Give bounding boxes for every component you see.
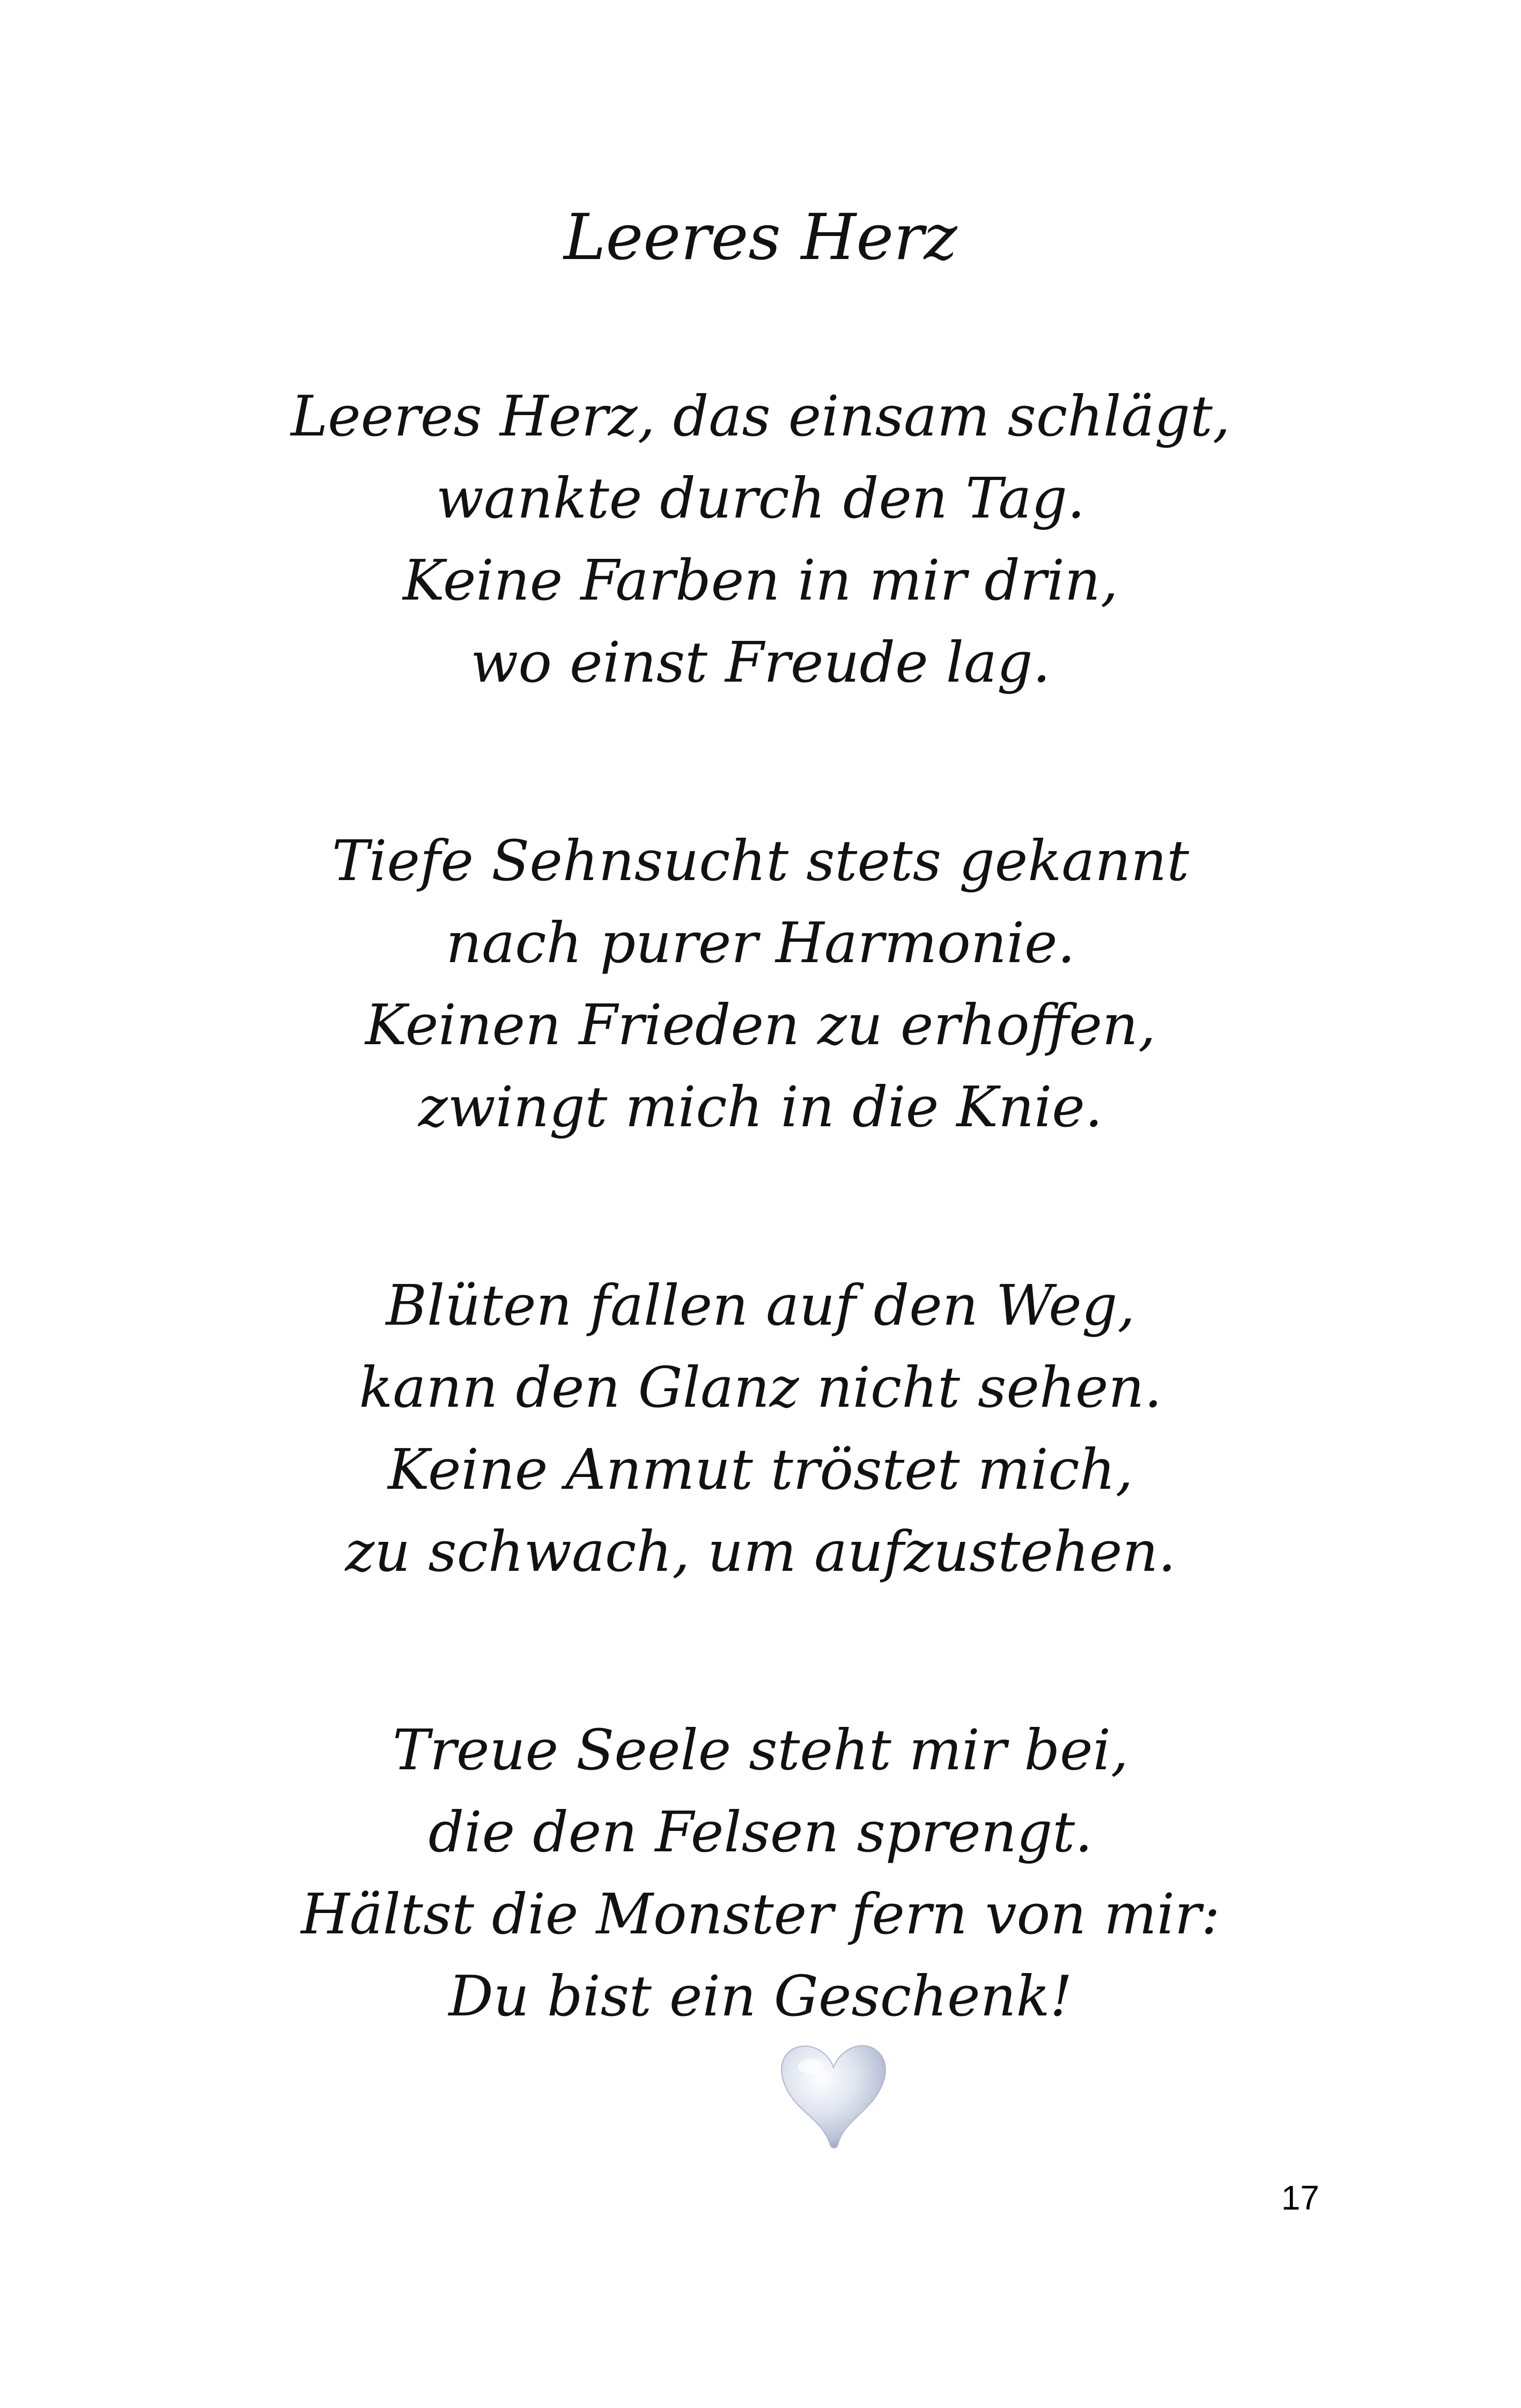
heart-shape [781, 2045, 885, 2148]
poem-line: Keinen Frieden zu erhoffen, [365, 992, 1156, 1058]
poem-line: Tiefe Sehnsucht stets gekannt [331, 828, 1190, 893]
poem-line: die den Felsen sprengt. [428, 1799, 1093, 1865]
page-number: 17 [1281, 2178, 1319, 2217]
poem-line: kann den Glanz nicht sehen. [359, 1355, 1162, 1420]
poem-line: Hältst die Monster fern von mir: [301, 1881, 1220, 1947]
poem-body [0, 375, 1521, 2037]
poem-line: Keine Farben in mir drin, [403, 548, 1118, 613]
poem-line: nach purer Harmonie. [446, 910, 1075, 976]
poem-line: wo einst Freude lag. [470, 630, 1051, 695]
poem-line: wankte durch den Tag. [435, 466, 1086, 531]
poem-line: Du bist ein Geschenk! [448, 1963, 1073, 2029]
poem-line: Leeres Herz, das einsam schlägt, [291, 383, 1230, 449]
poem-line: zu schwach, um aufzustehen. [345, 1519, 1176, 1584]
heart-icon [778, 2035, 889, 2151]
poem-line: Blüten fallen auf den Weg, [386, 1273, 1135, 1338]
stanza-1 [0, 375, 1521, 704]
poem-line: Keine Anmut tröstet mich, [388, 1437, 1133, 1502]
stanza-4 [0, 1709, 1521, 2037]
stanza-3 [0, 1265, 1521, 1593]
poem-line: zwingt mich in die Knie. [418, 1074, 1103, 1140]
poem-title: Leeres Herz [564, 200, 957, 274]
poem-line: Treue Seele steht mir bei, [392, 1717, 1129, 1783]
stanza-2 [0, 820, 1521, 1148]
